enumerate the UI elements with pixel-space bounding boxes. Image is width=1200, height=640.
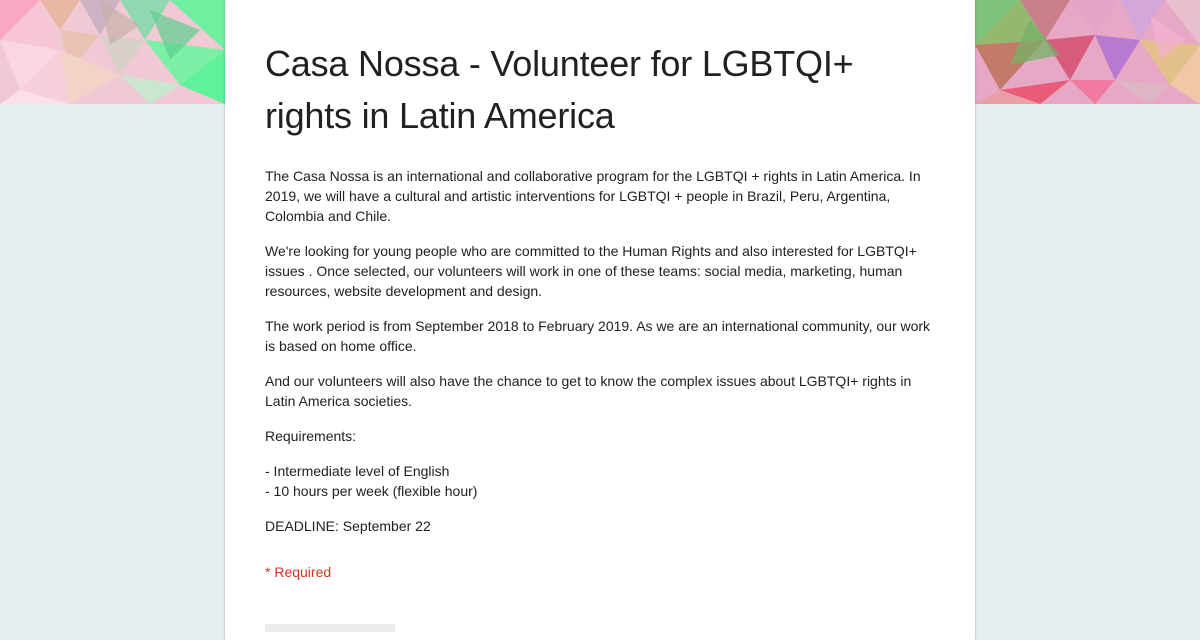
description-paragraph-chance: And our volunteers will also have the chance to get to know the complex issues about LGBTQI+ rights in Latin America societies. [265,373,912,409]
form-title-line-2: rights in Latin America [265,95,615,136]
description-deadline: DEADLINE: September 22 [265,518,431,534]
form-header-card [225,0,975,640]
description-requirements-list [265,461,933,501]
requirement-hours: - 10 hours per week (flexible hour) [265,483,478,499]
description-paragraph-looking-for: We're looking for young people who are committed to the Human Rights and also interested for LGBTQI+ issues . Once selected, our volunteers will work in one of these teams: social media, marketing, human resources, website development and design. [265,243,917,299]
description-paragraph-intro: The Casa Nossa is an international and collaborative program for the LGBTQI + rights in Latin America. In 2019, we will have a cultural and artistic interventions for LGBTQI + people in Brazil, Peru, Argentina, Colombia and Chile. [265,168,921,224]
description-requirements-heading: Requirements: [265,428,357,444]
required-note: * Required [265,564,332,580]
form-title-line-1: Casa Nossa - Volunteer for LGBTQI+ [265,43,854,84]
form-title [265,38,945,142]
description-paragraph-work-period: The work period is from September 2018 to February 2019. As we are an international community, our work is based on home office. [265,318,931,354]
requirement-english: - Intermediate level of English [265,463,450,479]
next-section-stub [265,624,395,632]
form-description [265,166,933,551]
